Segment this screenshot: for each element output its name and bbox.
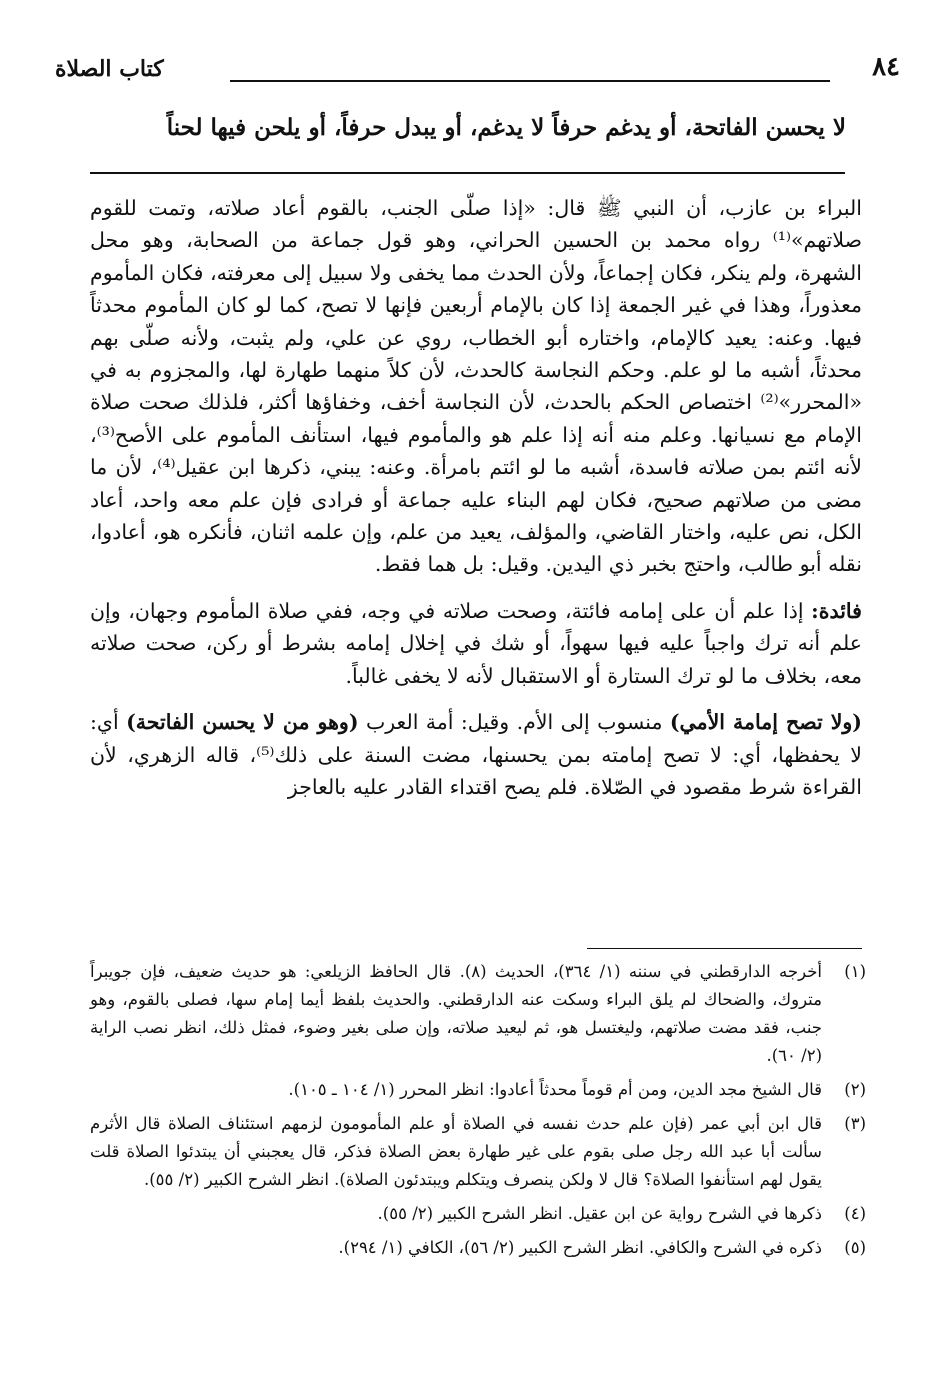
footnote-number: (٣) bbox=[844, 1114, 866, 1133]
commentary-body bbox=[90, 192, 862, 817]
footnote-text: أخرجه الدارقطني في سننه (١/ ٣٦٤)، الحديث (٨). قال الحافظ الزيلعي: هو حديث ضعيف، فإن جويبراً متروك، والضحاك لم يلق البراء وسكت عنه الدارقطني. والحديث بلفظ أيما إمام سها، فصلى بالقوم، وهو جنب، فقد مضت صلاتهم، وليغتسل هو، ثم ليعيد صلاته، وإن صلى بغير وضوء، فمثل ذلك، انظر نصب الراية (٢/ ٦٠). bbox=[90, 962, 822, 1065]
footnote bbox=[90, 1110, 866, 1194]
footnote-separator bbox=[587, 948, 862, 949]
footnote bbox=[90, 1076, 866, 1104]
faida-label: فائدة: bbox=[811, 598, 862, 623]
matn-text: لا يحسن الفاتحة، أو يدغم حرفاً لا يدغم، أو يبدل حرفاً، أو يلحن فيها لحناً bbox=[166, 114, 846, 141]
commentary-text: أي: لا يحفظها، أي: لا تصح إمامته بمن يحسنها، مضت السنة على ذلك⁽⁵⁾، قاله الزهري، لأن القراءة شرط مقصود في الصّلاة. فلم يصح اقتداء القادر عليه بالعاجز bbox=[90, 710, 863, 799]
footnote-text: قال ابن أبي عمر (فإن علم حدث نفسه في الصلاة أو علم المأمومون لزمهم استئناف الصلاة قال الأثرم سألت أبا عبد الله رجل صلى بقوم على غير طهارة بعض الصلاة فذكر، قال يعجبني أن يبتدئوا الصلاة قلت يقول لهم استأنفوا الصلاة؟ قال لا ولكن ينصرف ويتكلم ويبتدئون الصلاة). انظر الشرح الكبير (٢/ ٥٥). bbox=[90, 1114, 822, 1189]
faida-text: إذا علم أن على إمامه فائتة، وصحت صلاته في وجه، ففي صلاة المأموم وجهان، وإن علم أنه ترك واجباً عليه فيها سهواً، أو شك في إخلال إمامه بشرط أو ركن، صحت صلاته معه، بخلاف ما لو ترك الستارة أو الاستقبال لأنه لا يخفى غالباً. bbox=[90, 598, 862, 688]
footnotes bbox=[90, 958, 866, 1268]
footnote bbox=[90, 1234, 866, 1262]
header-rule bbox=[230, 80, 830, 82]
footnote bbox=[90, 1200, 866, 1228]
footnote bbox=[90, 958, 866, 1070]
footnote-number: (٢) bbox=[844, 1080, 866, 1099]
footnote-number: (٤) bbox=[844, 1204, 866, 1223]
matn-quote: (ولا تصح إمامة الأمي) bbox=[669, 710, 863, 735]
matn-quote: (وهو من لا يحسن الفاتحة) bbox=[126, 710, 359, 735]
page-number: ٨٤ bbox=[872, 52, 900, 82]
page-header bbox=[55, 52, 900, 96]
imama-paragraph bbox=[90, 706, 862, 803]
footnote-number: (٥) bbox=[844, 1238, 866, 1257]
book-title: كتاب الصلاة bbox=[55, 56, 164, 82]
commentary-text: منسوب إلى الأم. وقيل: أمة العرب bbox=[358, 710, 670, 735]
matn-separator bbox=[90, 172, 845, 174]
faida-paragraph bbox=[90, 595, 862, 692]
commentary-paragraph: البراء بن عازب، أن النبي ﷺ قال: «إذا صلّى الجنب، بالقوم أعاد صلاته، وتمت للقوم صلاتهم»⁽¹⁾ رواه محمد بن الحسين الحراني، وهو قول جماعة من الصحابة، وهو محل الشهرة، ولم ينكر، فكان إجماعاً، ولأن الحدث مما يخفى ولا سبيل إلى معرفته، فكان المأموم معذوراً، وهذا في غير الجمعة إذا كان بالإمام أربعين فإنها لا تصح، كما لو كان المأموم محدثاً فيها. وعنه: يعيد كالإمام، واختاره أبو الخطاب، روي عن علي، ولم يثبت، ولأنه صلّى بهم محدثاً، أشبه ما لو علم. وحكم النجاسة كالحدث، لأن كلاً منهما طهارة لها، والمجزوم به في «المحرر»⁽²⁾ اختصاص الحكم بالحدث، لأن النجاسة أخف، وخفاؤها أكثر، فلذلك صحت صلاة الإمام مع نسيانها. وعلم منه أنه إذا علم هو والمأموم فيها، استأنف المأموم على الأصح⁽³⁾، لأنه ائتم بمن صلاته فاسدة، أشبه ما لو ائتم بامرأة. وعنه: يبني، ذكرها ابن عقيل⁽⁴⁾، لأن ما مضى من صلاتهم صحيح، فكان لهم البناء عليه جماعة أو فرادى فإن علم معه واحد، أعاد الكل، نص عليه، واختار القاضي، والمؤلف، يعيد من علم، وإن علمه اثنان، فأنكره هو، أعادوا، نقله أبو طالب، واحتج بخبر ذي اليدين. وقيل: بل هما فقط. bbox=[90, 196, 862, 577]
footnote-number: (١) bbox=[844, 962, 866, 981]
footnote-text: ذكرها في الشرح رواية عن ابن عقيل. انظر الشرح الكبير (٢/ ٥٥). bbox=[377, 1204, 822, 1223]
footnote-text: ذكره في الشرح والكافي. انظر الشرح الكبير (٢/ ٥٦)، الكافي (١/ ٢٩٤). bbox=[338, 1238, 822, 1257]
footnote-text: قال الشيخ مجد الدين، ومن أم قوماً محدثاً أعادوا: انظر المحرر (١/ ١٠٤ ـ ١٠٥). bbox=[288, 1080, 822, 1099]
